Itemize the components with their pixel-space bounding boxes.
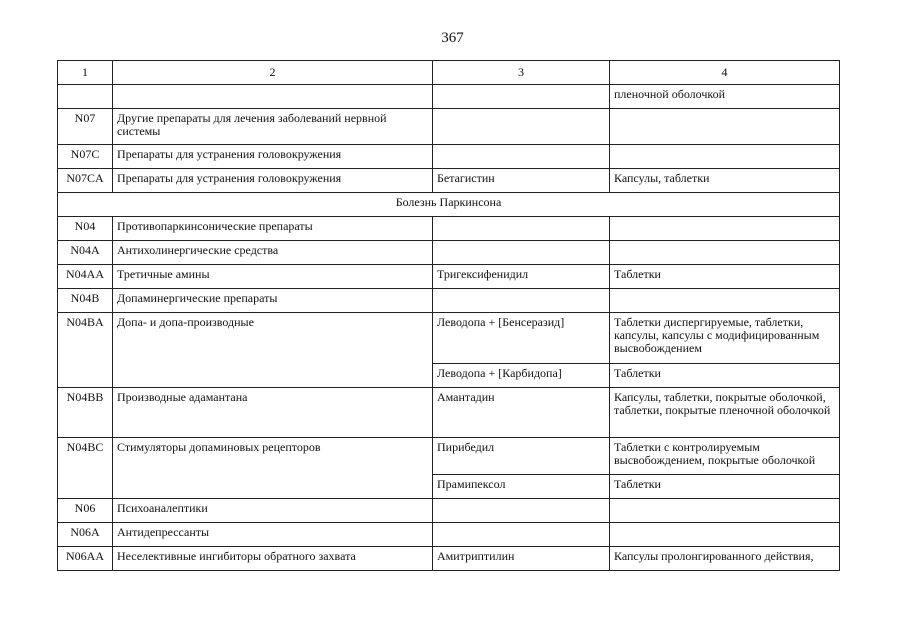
name-cell: Препараты для устранения головокружения — [113, 145, 433, 169]
header-col-3: 3 — [433, 61, 610, 85]
table-row — [58, 499, 840, 523]
table-header-row — [58, 61, 840, 85]
name-cell: Производные адамантана — [113, 388, 433, 438]
table-row — [58, 145, 840, 169]
drug-cell: Амантадин — [433, 388, 610, 438]
code-cell: N04A — [58, 241, 113, 265]
section-title: Болезнь Паркинсона — [58, 193, 840, 217]
drug-cell — [433, 85, 610, 109]
code-cell: N04BA — [58, 313, 113, 388]
code-cell: N07 — [58, 109, 113, 145]
drug-cell — [433, 523, 610, 547]
drug-cell: Тригексифенидил — [433, 265, 610, 289]
form-cell — [610, 523, 840, 547]
header-col-1: 1 — [58, 61, 113, 85]
form-cell: Капсулы, таблетки — [610, 169, 840, 193]
code-cell: N06 — [58, 499, 113, 523]
table-row — [58, 313, 840, 364]
drug-cell: Амитриптилин — [433, 547, 610, 571]
form-cell — [610, 145, 840, 169]
drug-cell — [433, 499, 610, 523]
table-row — [58, 109, 840, 145]
name-cell: Стимуляторы допаминовых рецепторов — [113, 438, 433, 499]
table-row — [58, 85, 840, 109]
form-cell: Капсулы пролонгированного действия, — [610, 547, 840, 571]
code-cell: N07C — [58, 145, 113, 169]
code-cell: N06A — [58, 523, 113, 547]
form-cell: Таблетки — [610, 265, 840, 289]
medication-table — [57, 60, 840, 571]
form-cell: Капсулы, таблетки, покрытые оболочкой, таблетки, покрытые пленочной оболочкой — [610, 388, 840, 438]
code-cell: N07CA — [58, 169, 113, 193]
code-cell: N04 — [58, 217, 113, 241]
drug-cell — [433, 289, 610, 313]
name-cell — [113, 85, 433, 109]
drug-cell — [433, 145, 610, 169]
form-cell: Таблетки — [610, 364, 840, 388]
drug-cell — [433, 241, 610, 265]
form-cell — [610, 499, 840, 523]
section-row — [58, 193, 840, 217]
table-row — [58, 523, 840, 547]
table-row — [58, 289, 840, 313]
table-row — [58, 169, 840, 193]
form-cell: Таблетки — [610, 475, 840, 499]
form-cell — [610, 289, 840, 313]
form-cell: пленочной оболочкой — [610, 85, 840, 109]
drug-cell: Бетагистин — [433, 169, 610, 193]
name-cell: Другие препараты для лечения заболеваний нервной системы — [113, 109, 433, 145]
form-cell: Таблетки диспергируемые, таблетки, капсулы, капсулы с модифицированным высвобождением — [610, 313, 840, 364]
form-cell — [610, 241, 840, 265]
name-cell: Третичные амины — [113, 265, 433, 289]
code-cell: N04BC — [58, 438, 113, 499]
form-cell: Таблетки с контролируемым высвобождением, покрытые оболочкой — [610, 438, 840, 475]
table-row — [58, 217, 840, 241]
name-cell: Препараты для устранения головокружения — [113, 169, 433, 193]
code-cell: N04AA — [58, 265, 113, 289]
name-cell: Антидепрессанты — [113, 523, 433, 547]
name-cell: Психоаналептики — [113, 499, 433, 523]
name-cell: Неселективные ингибиторы обратного захвата — [113, 547, 433, 571]
table-row — [58, 388, 840, 438]
drug-cell: Леводопа + [Карбидопа] — [433, 364, 610, 388]
page-number: 367 — [441, 30, 464, 46]
drug-cell: Леводопа + [Бенсеразид] — [433, 313, 610, 364]
name-cell: Антихолинергические средства — [113, 241, 433, 265]
form-cell — [610, 109, 840, 145]
form-cell — [610, 217, 840, 241]
name-cell: Противопаркинсонические препараты — [113, 217, 433, 241]
table-row — [58, 265, 840, 289]
drug-cell: Прамипексол — [433, 475, 610, 499]
code-cell: N06AA — [58, 547, 113, 571]
header-col-2: 2 — [113, 61, 433, 85]
code-cell: N04B — [58, 289, 113, 313]
name-cell: Допа- и допа-производные — [113, 313, 433, 388]
drug-cell — [433, 109, 610, 145]
header-col-4: 4 — [610, 61, 840, 85]
name-cell: Допаминергические препараты — [113, 289, 433, 313]
table-row — [58, 438, 840, 475]
drug-cell — [433, 217, 610, 241]
table-row — [58, 241, 840, 265]
table-row — [58, 547, 840, 571]
code-cell: N04BB — [58, 388, 113, 438]
drug-cell: Пирибедил — [433, 438, 610, 475]
code-cell — [58, 85, 113, 109]
